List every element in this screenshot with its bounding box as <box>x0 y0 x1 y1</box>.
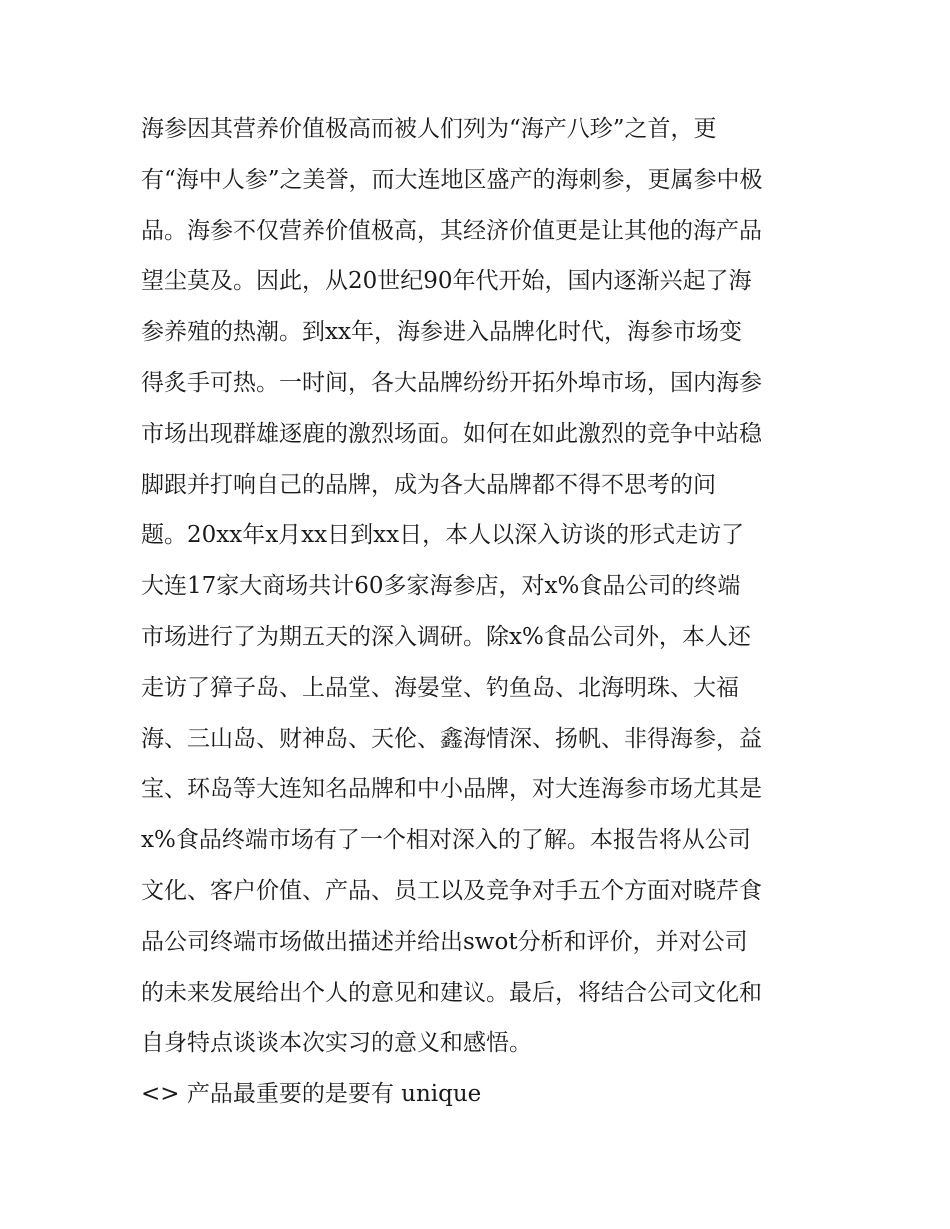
text-line: 大连17家大商场共计60多家海参店，对x%食品公司的终端 <box>141 573 741 600</box>
text-line: 有“海中人参”之美誉，而大连地区盛产的海刺参，更属参中极 <box>141 166 763 193</box>
section-heading-line: <> 产品最重要的是要有 unique <box>141 1081 482 1108</box>
text-line: 得炙手可热。一时间，各大品牌纷纷开拓外埠市场，国内海参 <box>141 369 762 396</box>
text-line: x%食品终端市场有了一个相对深入的了解。本报告将从公司 <box>141 827 751 854</box>
text-line: 参养殖的热潮。到xx年，海参进入品牌化时代，海参市场变 <box>141 319 742 346</box>
text-line: 文化、客户价值、产品、员工以及竞争对手五个方面对晓芹食 <box>141 877 762 904</box>
text-line: 海、三山岛、财神岛、天伦、鑫海情深、扬帆、非得海参，益 <box>141 725 762 752</box>
body-text <box>141 104 821 1120</box>
text-line: 望尘莫及。因此，从20世纪90年代开始，国内逐渐兴起了海 <box>141 268 752 295</box>
text-line: 题。20xx年x月xx日到xx日，本人以深入访谈的形式走访了 <box>141 522 745 549</box>
text-line: 脚跟并打响自己的品牌，成为各大品牌都不得不思考的问 <box>141 471 716 498</box>
text-line: 宝、环岛等大连知名品牌和中小品牌，对大连海参市场尤其是 <box>141 776 762 803</box>
text-line: 的未来发展给出个人的意见和建议。最后，将结合公司文化和 <box>141 979 762 1006</box>
text-line: 自身特点谈谈本次实习的意义和感悟。 <box>141 1030 532 1057</box>
text-line: 品公司终端市场做出描述并给出swot分析和评价，并对公司 <box>141 928 748 955</box>
text-line: 市场出现群雄逐鹿的激烈场面。如何在如此激烈的竞争中站稳 <box>141 420 762 447</box>
text-line: 市场进行了为期五天的深入调研。除x%食品公司外，本人还 <box>141 623 751 650</box>
text-line: 海参因其营养价值极高而被人们列为“海产八珍”之首，更 <box>141 116 717 142</box>
text-line: 走访了獐子岛、上品堂、海晏堂、钓鱼岛、北海明珠、大福 <box>141 674 739 701</box>
text-line: 品。海参不仅营养价值极高，其经济价值更是让其他的海产品 <box>141 217 762 244</box>
